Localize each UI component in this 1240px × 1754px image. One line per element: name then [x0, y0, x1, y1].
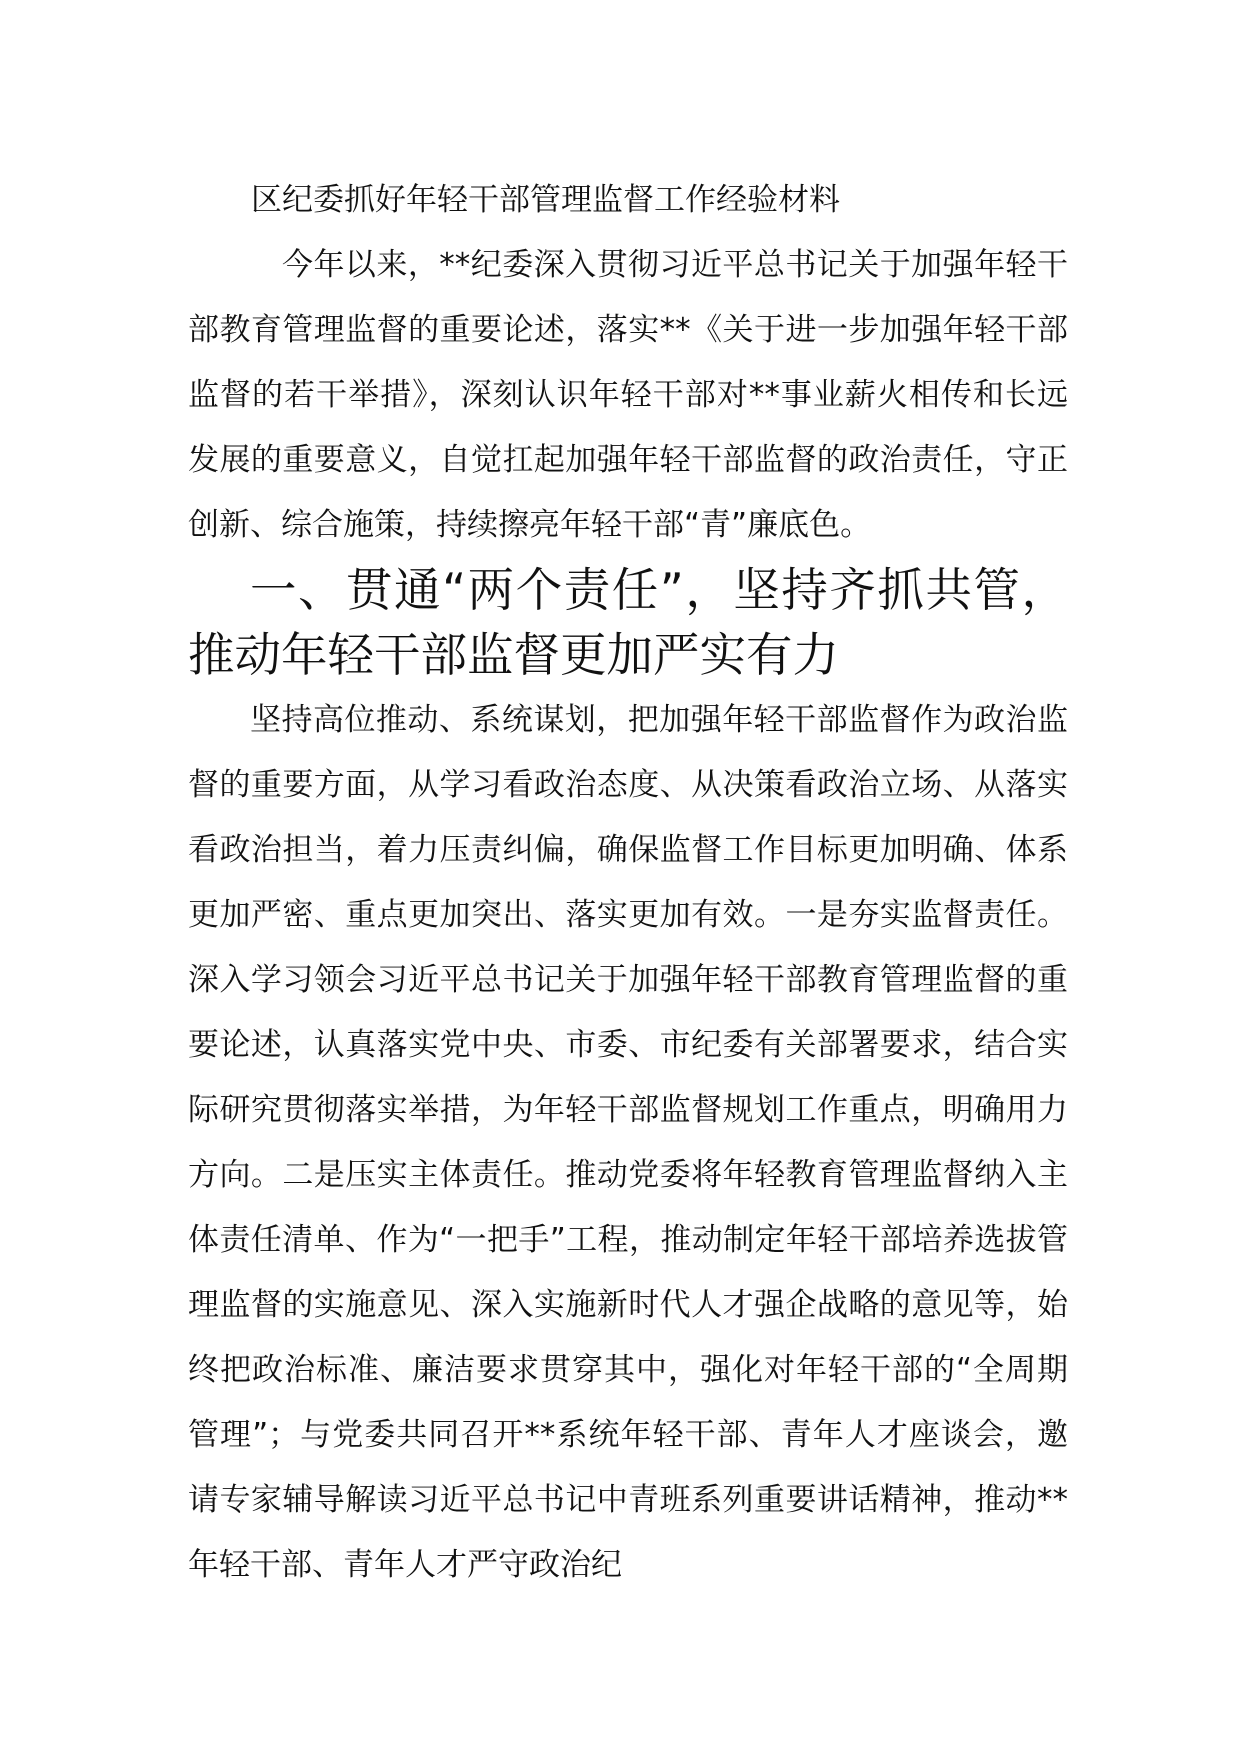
document-body: [188, 168, 1068, 1598]
section-body-paragraph: 坚持高位推动、系统谋划，把加强年轻干部监督作为政治监督的重要方面，从学习看政治态度、从决策看政治立场、从落实看政治担当，着力压责纠偏，确保监督工作目标更加明确、体系更加严密、重点更加突出、落实更加有效。一是夯实监督责任。深入学习领会习近平总书记关于加强年轻干部教育管理监督的重要论述，认真落实党中央、市委、市纪委有关部署要求，结合实际研究贯彻落实举措，为年轻干部监督规划工作重点，明确用力方向。二是压实主体责任。推动党委将年轻教育管理监督纳入主体责任清单、作为“一把手”工程，推动制定年轻干部培养选拔管理监督的实施意见、深入实施新时代人才强企战略的意见等，始终把政治标准、廉洁要求贯穿其中，强化对年轻干部的“全周期管理”；与党委共同召开**系统年轻干部、青年人才座谈会，邀请专家辅导解读习近平总书记中青班系列重要讲话精神，推动**年轻干部、青年人才严守政治纪: [188, 702, 1068, 1583]
document-title: 区纪委抓好年轻干部管理监督工作经验材料: [251, 182, 840, 218]
intro-paragraph: 今年以来，**纪委深入贯彻习近平总书记关于加强年轻干部教育管理监督的重要论述，落实**《关于进一步加强年轻干部监督的若干举措》，深刻认识年轻干部对**事业薪火相传和长远发展的重要意义，自觉扛起加强年轻干部监督的政治责任，守正创新、综合施策，持续擦亮年轻干部“青”廉底色。: [188, 247, 1068, 543]
section-heading: 一、贯通“两个责任”，坚持齐抓共管，推动年轻干部监督更加严实有力: [188, 563, 1068, 682]
